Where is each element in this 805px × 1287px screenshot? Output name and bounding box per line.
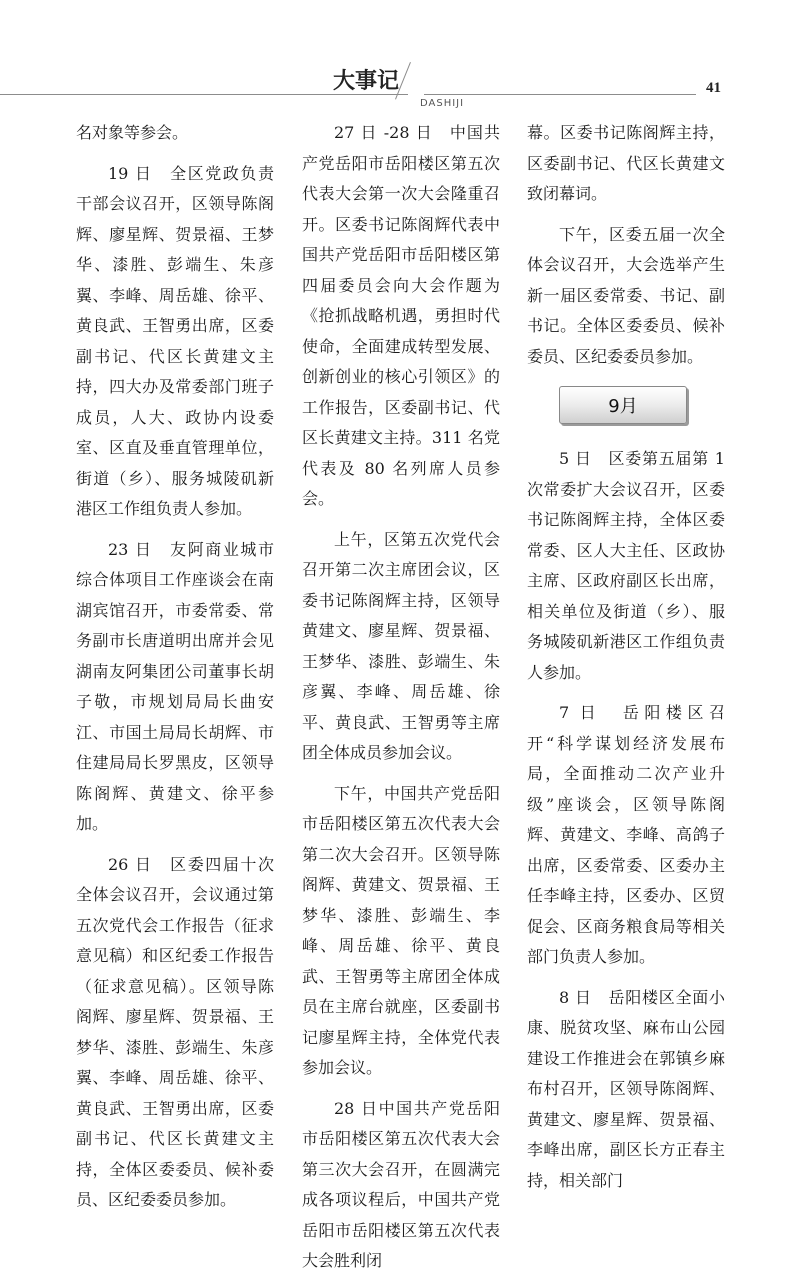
paragraph: 23 日 友阿商业城市综合体项目工作座谈会在南湖宾馆召开，市委常委、常务副市长唐道明出席并会见湖南友阿集团公司董事长胡子敬，市规划局局长曲安江、市国土局局长胡辉、市住建局局长罗黑皮，区领导陈阁辉、黄建文、徐平参加。 <box>76 539 274 833</box>
paragraph: 下午，中国共产党岳阳市岳阳楼区第五次代表大会第二次大会召开。区领导陈阁辉、黄建文、贺景福、王梦华、漆胜、彭端生、李峰、周岳雄、徐平、黄良武、王智勇等主席团全体成员在主席台就座，区委副书记廖星辉主持，全体党代表参加会议。 <box>302 783 500 1077</box>
paragraph: 5 日 区委第五届第 1 次常委扩大会议召开，区委书记陈阁辉主持，全体区委常委、区人大主任、区政协主席、区政府副区长出席，相关单位及街道（乡）、服务城陵矶新港区工作组负责人参加。 <box>527 449 725 682</box>
paragraph: 27 日 -28 日 中国共产党岳阳市岳阳楼区第五次代表大会第一次大会隆重召开。区委书记陈阁辉代表中国共产党岳阳市岳阳楼区第四届委员会向大会作题为《抢抓战略机遇，勇担时代使命，全面建成转型发展、创新创业的核心引领区》的工作报告，区委副书记、代区长黄建文主持。311 名党代表及 80 名列席人员参会。 <box>302 123 500 508</box>
month-heading-badge: 9月 <box>559 386 687 424</box>
page-header <box>0 0 805 110</box>
section-subtitle: DASHIJI <box>420 98 465 109</box>
header-rule-right <box>424 94 696 95</box>
paragraph: 下午，区委五届一次全体会议召开，大会选举产生新一届区委常委、书记、副书记。全体区委委员、候补委员、区纪委委员参加。 <box>527 224 725 366</box>
page-number: 41 <box>706 80 721 96</box>
paragraph: 名对象等参会。 <box>76 123 189 142</box>
text-column-1 <box>76 118 274 1226</box>
paragraph: 上午，区第五次党代会召开第二次主席团会议，区委书记陈阁辉主持，区领导黄建文、廖星辉、贺景福、王梦华、漆胜、彭端生、朱彦翼、李峰、周岳雄、徐平、黄良武、王智勇等主席团全体成员参加会议。 <box>302 529 500 762</box>
paragraph: 7 日 岳阳楼区召开“科学谋划经济发展布局，全面推动二次产业升级”座谈会，区领导陈阁辉、黄建文、李峰、高鸽子出席，区委常委、区委办主任李峰主持，区委办、区贸促会、区商务粮食局等相关部门负责人参加。 <box>527 703 725 966</box>
section-title: 大事记 <box>333 69 400 94</box>
paragraph: 19 日 全区党政负责干部会议召开，区领导陈阁辉、廖星辉、贺景福、王梦华、漆胜、彭端生、朱彦翼、李峰、周岳雄、徐平、黄良武、王智勇出席，区委副书记、代区长黄建文主持，四大办及常委部门班子成员，人大、政协内设委室、区直及垂直管理单位，街道（乡）、服务城陵矶新港区工作组负责人参加。 <box>76 163 274 518</box>
paragraph: 26 日 区委四届十次全体会议召开，会议通过第五次党代会工作报告（征求意见稿）和区纪委工作报告（征求意见稿）。区领导陈阁辉、廖星辉、贺景福、王梦华、漆胜、彭端生、朱彦翼、李峰、周岳雄、徐平、黄良武、王智勇出席，区委副书记、代区长黄建文主持，全体区委委员、候补委员、区纪委委员参加。 <box>76 854 274 1209</box>
paragraph: 8 日 岳阳楼区全面小康、脱贫攻坚、麻布山公园建设工作推进会在郭镇乡麻布村召开，区领导陈阁辉、黄建文、廖星辉、贺景福、李峰出席，副区长方正春主持，相关部门 <box>527 987 725 1190</box>
paragraph: 幕。区委书记陈阁辉主持，区委副书记、代区长黄建文致闭幕词。 <box>527 123 725 203</box>
paragraph: 28 日中国共产党岳阳市岳阳楼区第五次代表大会第三次大会召开，在圆满完成各项议程后，中国共产党岳阳市岳阳楼区第五次代表大会胜利闭 <box>302 1098 500 1270</box>
text-column-2 <box>302 118 500 1287</box>
text-column-3 <box>527 118 725 1206</box>
